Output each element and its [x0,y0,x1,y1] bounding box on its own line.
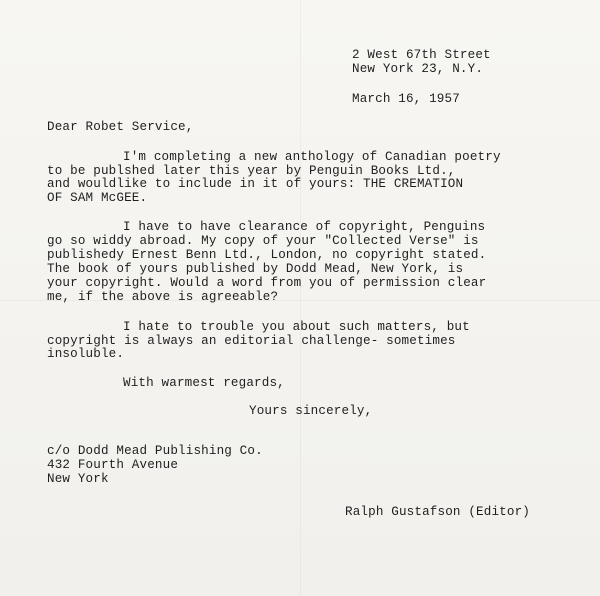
sender-address-line: New York 23, N.Y. [352,62,484,76]
signature-line: Ralph Gustafson (Editor) [345,505,530,519]
body-line: publishedy Ernest Benn Ltd., London, no copyright stated. [47,248,487,262]
recipient-address-line: New York [47,472,109,486]
body-line: insoluble. [47,347,125,361]
paper-fold-mark [300,0,301,596]
body-line: The book of yours published by Dodd Mead, New York, is [47,262,464,276]
closing-line: With warmest regards, [123,376,285,390]
body-line: copyright is always an editorial challenge- sometimes [47,334,456,348]
body-line: your copyright. Would a word from you of permission clear [47,276,487,290]
body-line: to be publshed later this year by Penguin Books Ltd., [47,164,456,178]
closing-line: Yours sincerely, [249,404,373,418]
salutation: Dear Robet Service, [47,120,194,134]
body-line: OF SAM McGEE. [47,191,148,205]
body-line: I hate to trouble you about such matters, but [123,320,470,334]
body-line: me, if the above is agreeable? [47,290,279,304]
sender-address-line: 2 West 67th Street [352,48,491,62]
body-line: I'm completing a new anthology of Canadian poetry [123,150,501,164]
recipient-address-line: 432 Fourth Avenue [47,458,179,472]
letter-date: March 16, 1957 [352,92,460,106]
body-line: and wouldlike to include in it of yours: THE CREMATION [47,177,464,191]
body-line: I have to have clearance of copyright, Penguins [123,220,486,234]
recipient-address-line: c/o Dodd Mead Publishing Co. [47,444,263,458]
body-line: go so widdy abroad. My copy of your "Collected Verse" is [47,234,479,248]
